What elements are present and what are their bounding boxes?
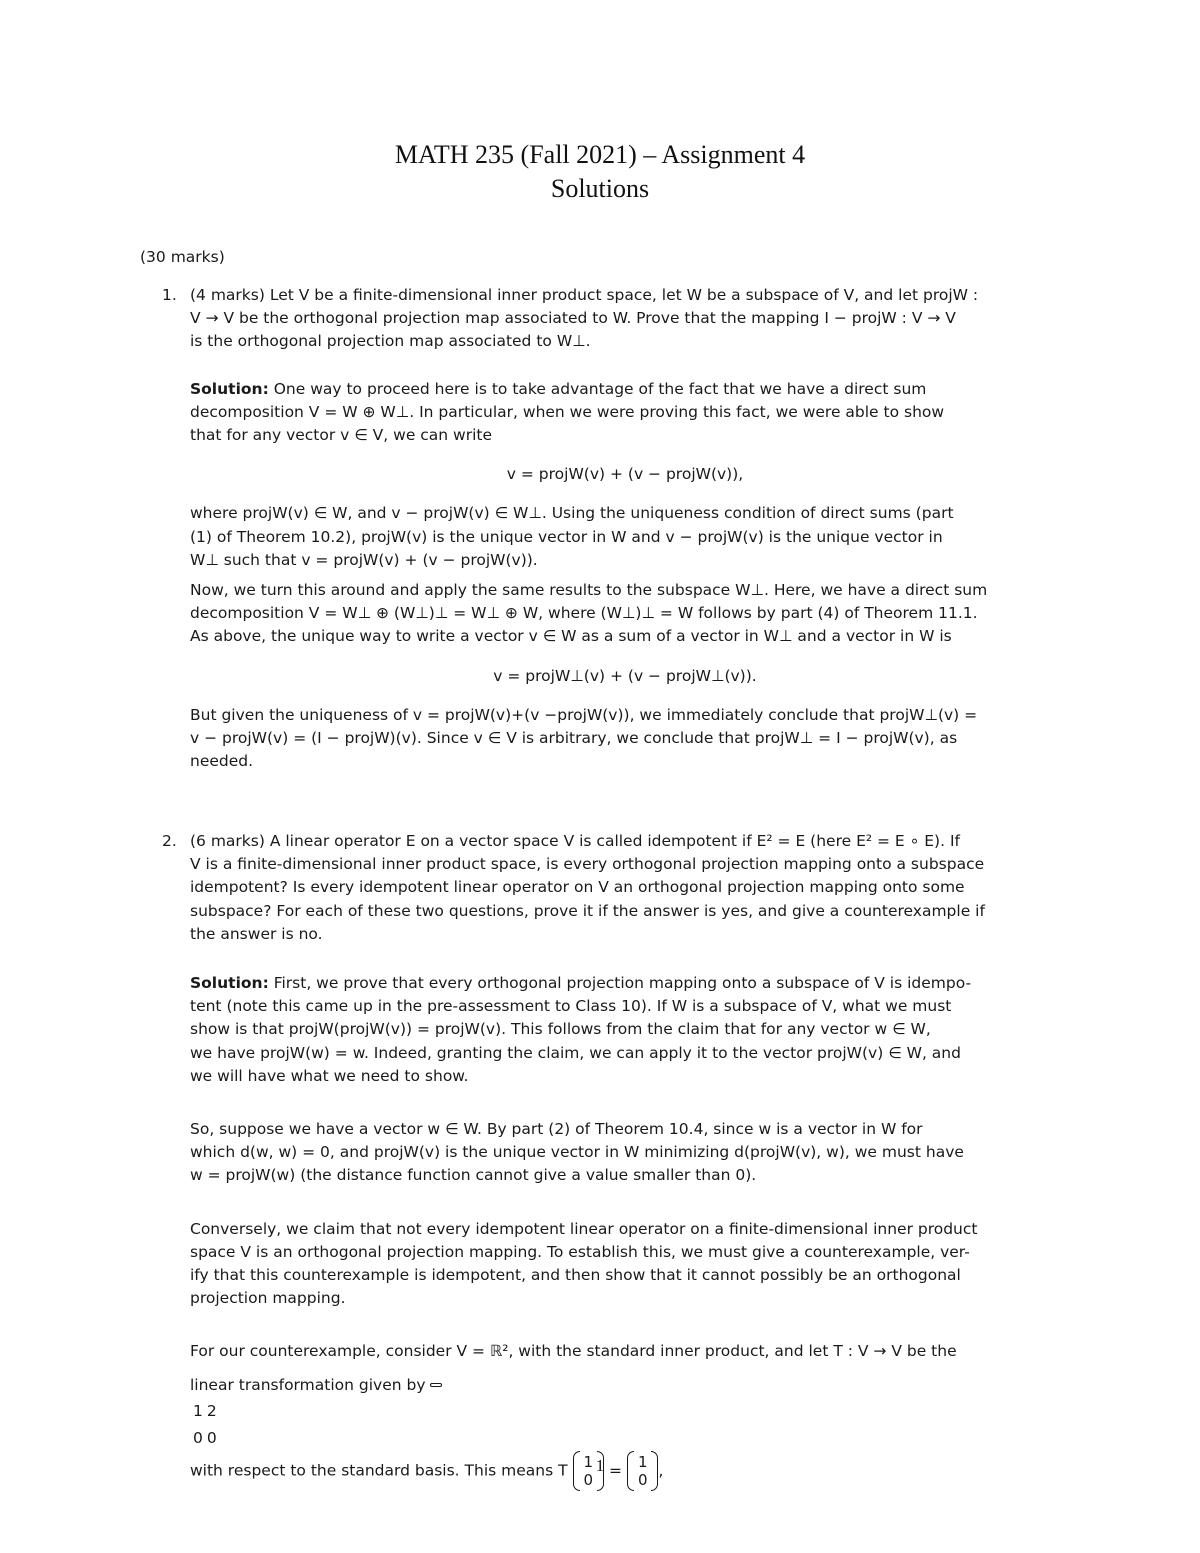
question-number: 1. [162,286,177,304]
question-1 [140,284,1060,773]
solution-label: Solution: [190,974,269,993]
vector-output: 1 0 [627,1453,659,1489]
document-subtitle: Solutions [550,174,650,203]
question-number: 2. [162,832,177,850]
question-2-solution: Solution: First, we prove that every orthogonal projection mapping onto a subspace of V is idempo- tent (note this came up in the pre-assessment to Class 10). If W is a subspace of V, what we must show is that projW(projW(v)) = projW(v). This follows from the claim that for any vector w ∈ W, we have projW(w) = w. Indeed, granting the claim, we can apply it to the vector projW(v) ∈ W, and we will have what we need to show. [190,974,972,1085]
solution-paragraph: Now, we turn this around and apply the same results to the subspace W⊥. Here, we have a direct sum decomposition V = W⊥ ⊕ (W⊥)⊥ = W⊥ ⊕ W, where (W⊥)⊥ = W follows by part (4) of Theorem 11.1. As above, the unique way to write a vector v ∈ W as a sum of a vector in W⊥ and a vector in W is [190,581,988,646]
vector-input: 1 0 [573,1453,605,1489]
document-title: MATH 235 (Fall 2021) – Assignment 4 [394,140,806,169]
marks-total: (30 marks) [140,248,225,266]
page-number: 1 [595,1456,605,1475]
question-1-solution: Solution: One way to proceed here is to take advantage of the fact that we have a direct sum decomposition V = W ⊕ W⊥. In particular, when we were proving this fact, we were able to show that for any vector v ∈ V, we can write [190,379,945,445]
solution-paragraph: For our counterexample, consider V = ℝ², with the standard inner product, and let T : V → V be the linear transformation given by 1 2 0 0 with respect to the standard basis. This means T 1 0 = 1 0 , [190,1342,957,1490]
solution-paragraph: where projW(v) ∈ W, and v − projW(v) ∈ W⊥. Using the uniqueness condition of direct sums (part (1) of Theorem 10.2), projW(v) is the unique vector in W and v − projW(v) is the unique vector in W⊥ such that v = projW(v) + (v − projW(v)). [190,504,954,569]
solution-paragraph: But given the uniqueness of v = projW(v)+(v −projW(v)), we immediately conclude that projW⊥(v) = v − projW(v) = (I − projW)(v). Since v ∈ V is arbitrary, we conclude that projW⊥ = I − projW(v), as needed. [190,705,978,771]
equation-1: v = projW(v) + (v − projW(v)), [506,465,744,484]
solution-label: Solution: [190,379,269,398]
equation-2: v = projW⊥(v) + (v − projW⊥(v)). [493,666,757,685]
question-1-statement: 1. (4 marks) Let V be a finite-dimensional inner product space, let W be a subspace of V, and let projW : V → V be the orthogonal projection map associated to W. Prove that the mapping I − projW : V → V is the orthogonal projection map associated to W⊥. [162,286,979,351]
question-2-statement: 2. (6 marks) A linear operator E on a vector space V is called idempotent if E² = E (here E² = E ∘ E). If V is a finite-dimensional inner product space, is every orthogonal projection mapping onto a subspace idempotent? Is every idempotent linear operator on V an orthogonal projection mapping onto some subspace? For each of these two questions, prove it if the answer is yes, and give a counterexample if the answer is no. [162,832,985,943]
solution-paragraph: Conversely, we claim that not every idempotent linear operator on a finite-dimensional inner product space V is an orthogonal projection mapping. To establish this, we must give a counterexample, ver- ify that this counterexample is idempotent, and then show that it cannot possibly be an orthogonal projection mapping. [190,1219,978,1308]
solution-paragraph: So, suppose we have a vector w ∈ W. By part (2) of Theorem 10.4, since w is a vector in W for which d(w, w) = 0, and projW(v) is the unique vector in W minimizing d(projW(v), w), we must have w = projW(w) (the distance function cannot give a value smaller than 0). [190,1120,964,1185]
question-2 [140,830,1060,1489]
